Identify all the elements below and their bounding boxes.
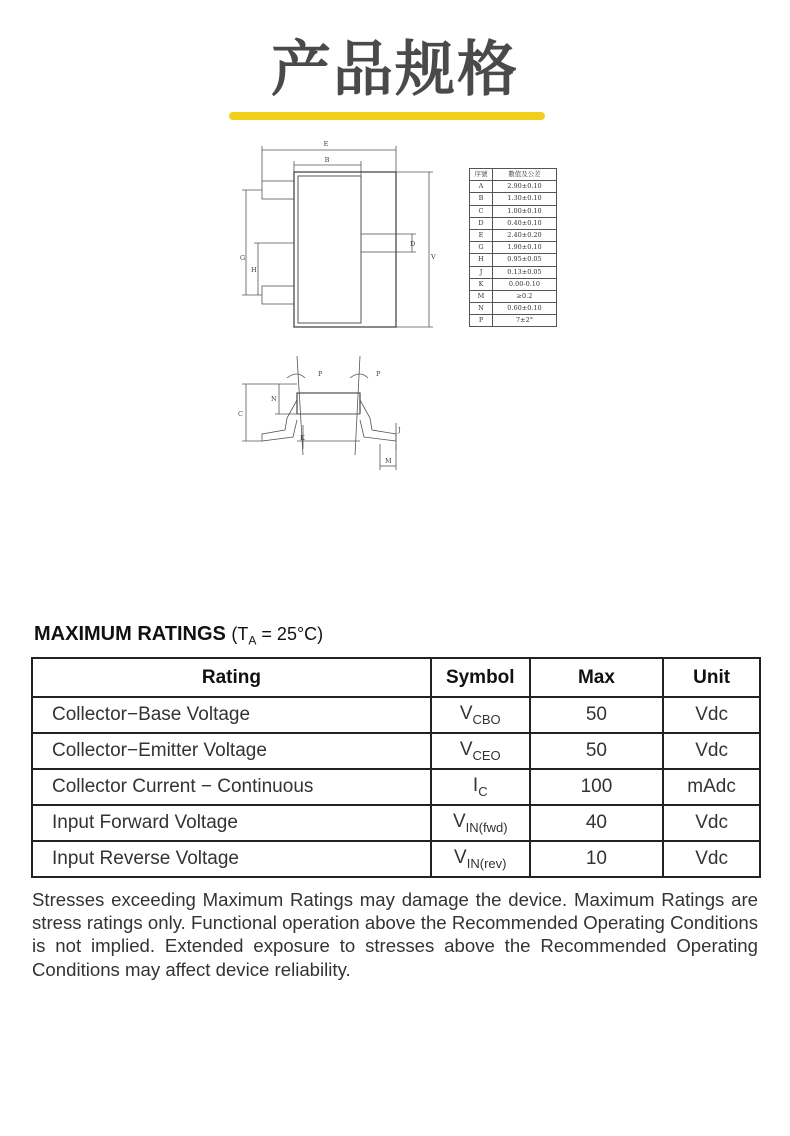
rating-unit: Vdc (663, 805, 760, 841)
dimension-row (470, 242, 557, 254)
rating-unit: Vdc (663, 733, 760, 769)
rating-symbol (431, 805, 530, 841)
dim-label-P-left: P (318, 370, 323, 378)
dimension-row (470, 278, 557, 290)
dimension-row (470, 254, 557, 266)
dimension-row (470, 205, 557, 217)
rating-unit: Vdc (663, 841, 760, 877)
dim-label-C: C (238, 410, 243, 418)
dimension-row (470, 229, 557, 241)
dimension-value: 0.13±0.05 (493, 266, 557, 278)
symbol-subscript: C (478, 783, 488, 799)
dim-label-G: G (240, 254, 246, 262)
dimension-value: 0.95±0.05 (493, 254, 557, 266)
dimension-value: 0.60±0.10 (493, 303, 557, 315)
dimension-id: J (470, 266, 493, 278)
dimension-id: A (470, 181, 493, 193)
rating-max: 40 (530, 805, 664, 841)
page-title: 产品规格 (271, 35, 519, 105)
dim-label-J: J (398, 426, 401, 434)
header-max: Max (530, 658, 664, 697)
table-row (32, 841, 760, 877)
symbol-base: I (472, 775, 479, 797)
dimension-id: C (470, 205, 493, 217)
dim-label-M: M (385, 457, 392, 465)
dimension-row (470, 217, 557, 229)
table-row (32, 805, 760, 841)
rating-name: Collector−Base Voltage (32, 697, 431, 733)
dimension-table-header (470, 169, 557, 181)
dim-label-B: B (324, 156, 330, 164)
rating-name: Input Forward Voltage (32, 805, 431, 841)
condition-subscript: A (248, 633, 257, 648)
rating-name: Collector−Emitter Voltage (32, 733, 431, 769)
dim-label-H: H (251, 266, 257, 274)
condition-prefix: (T (231, 624, 249, 644)
dim-label-N: N (271, 395, 277, 403)
dim-label-P-right: P (376, 370, 381, 378)
rating-unit: Vdc (663, 697, 760, 733)
dimension-header-value: 數值及公差 (493, 169, 557, 181)
max-ratings-note: Stresses exceeding Maximum Ratings may damage the device. Maximum Ratings are stress ratings only. Functional operation above the Recommended Operating Conditions is not implied. Extended exposure to stresses above the Recommended Operating Conditions may affect device reliability. (32, 889, 758, 980)
symbol-base: V (454, 847, 467, 869)
dimension-id: N (470, 303, 493, 315)
dim-label-D: D (410, 240, 416, 248)
symbol-base: V (459, 739, 473, 761)
symbol-subscript: CEO (472, 747, 501, 763)
rating-max: 100 (530, 769, 664, 805)
rating-symbol (431, 769, 530, 805)
header-symbol: Symbol (431, 658, 530, 697)
max-ratings-title: MAXIMUM RATINGS (34, 623, 226, 645)
dimension-value: ≥0.2 (493, 290, 557, 302)
dimension-row (470, 315, 557, 327)
rating-symbol (431, 733, 530, 769)
dimension-row (470, 303, 557, 315)
rating-max: 50 (530, 733, 664, 769)
max-ratings-condition (231, 624, 324, 648)
dim-label-V: V (431, 253, 436, 261)
table-row (32, 697, 760, 733)
dimension-row (470, 181, 557, 193)
condition-suffix: = 25°C) (256, 624, 324, 644)
dimension-row (470, 266, 557, 278)
dimension-id: B (470, 193, 493, 205)
dimension-row (470, 290, 557, 302)
dimension-id: G (470, 242, 493, 254)
symbol-subscript: IN(rev) (466, 855, 507, 871)
max-ratings-heading (34, 623, 323, 648)
dimension-header-id: 序號 (470, 169, 493, 181)
rating-symbol (431, 697, 530, 733)
max-ratings-table (31, 657, 761, 878)
dimension-value: 2.40±0.20 (493, 229, 557, 241)
dimension-table (469, 168, 557, 327)
table-row (32, 769, 760, 805)
rating-unit: mAdc (663, 769, 760, 805)
dimension-id: M (470, 290, 493, 302)
dimension-id: P (470, 315, 493, 327)
dimension-id: E (470, 229, 493, 241)
dimension-value: 7±2° (493, 315, 557, 327)
header-unit: Unit (663, 658, 760, 697)
symbol-base: V (459, 703, 473, 725)
dimension-row (470, 193, 557, 205)
dimension-id: D (470, 217, 493, 229)
max-ratings-header-row (32, 658, 760, 697)
symbol-subscript: IN(fwd) (465, 819, 508, 835)
dimension-value: 1.90±0.10 (493, 242, 557, 254)
dim-label-E: E (323, 140, 329, 148)
dimension-value: 2.90±0.10 (493, 181, 557, 193)
dimension-value: 1.30±0.10 (493, 193, 557, 205)
dimension-value: 1.00±0.10 (493, 205, 557, 217)
dimension-id: K (470, 278, 493, 290)
dimension-value: 0.00-0.10 (493, 278, 557, 290)
dimension-value: 0.40±0.10 (493, 217, 557, 229)
rating-name: Input Reverse Voltage (32, 841, 431, 877)
symbol-base: V (452, 811, 466, 833)
rating-max: 10 (530, 841, 664, 877)
table-row (32, 733, 760, 769)
dim-label-K: K (300, 434, 305, 442)
header-rating: Rating (32, 658, 431, 697)
rating-max: 50 (530, 697, 664, 733)
dimension-id: H (470, 254, 493, 266)
symbol-subscript: CBO (472, 711, 501, 727)
rating-name: Collector Current − Continuous (32, 769, 431, 805)
rating-symbol (431, 841, 530, 877)
